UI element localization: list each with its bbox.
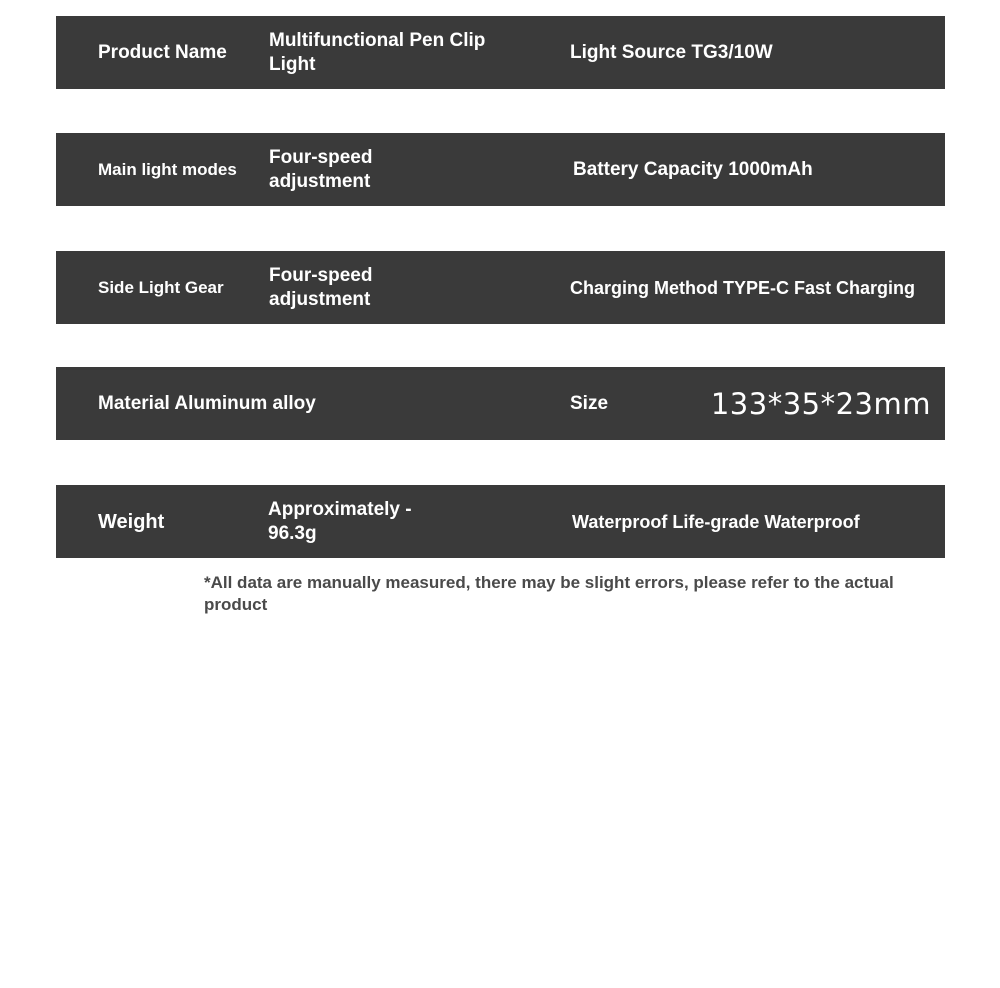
spec-row-material-size <box>56 367 945 440</box>
size-value: 133*35*23mm <box>710 386 931 421</box>
charging-method-spec: Charging Method TYPE-C Fast Charging <box>570 277 915 298</box>
battery-capacity-spec: Battery Capacity 1000mAh <box>573 158 813 180</box>
spec-row-main-light-modes <box>56 133 945 206</box>
side-light-gear-label: Side Light Gear <box>98 277 224 297</box>
spec-row-product-name <box>56 16 945 89</box>
spec-row-weight <box>56 485 945 558</box>
main-light-modes-value: Four-speed adjustment <box>269 146 373 192</box>
measurement-disclaimer: *All data are manually measured, there may be slight errors, please refer to the actual product <box>204 573 894 614</box>
spec-row-side-light-gear <box>56 251 945 324</box>
product-name-value: Multifunctional Pen Clip Light <box>269 29 486 75</box>
size-label: Size <box>570 392 609 414</box>
light-source-spec: Light Source TG3/10W <box>570 41 773 63</box>
product-name-label: Product Name <box>98 41 227 63</box>
material-label: Material Aluminum alloy <box>98 392 316 414</box>
weight-label: Weight <box>98 510 165 533</box>
weight-value: Approximately - 96.3g <box>268 498 412 544</box>
side-light-gear-value: Four-speed adjustment <box>269 264 373 310</box>
waterproof-spec: Waterproof Life-grade Waterproof <box>572 511 860 532</box>
main-light-modes-label: Main light modes <box>98 159 237 179</box>
